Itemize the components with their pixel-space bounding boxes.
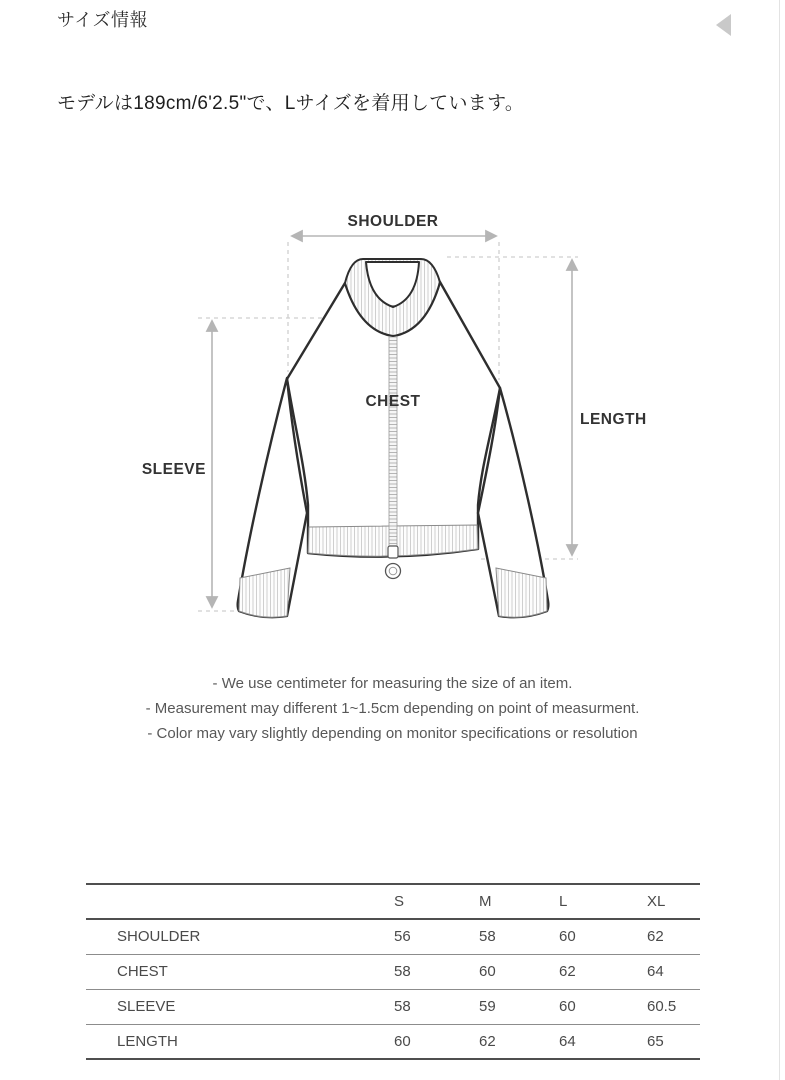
size-value: 58 — [394, 963, 411, 980]
size-table — [86, 883, 700, 1060]
size-column-header: S — [394, 893, 405, 910]
size-table-section — [86, 883, 700, 1060]
length-label: LENGTH — [580, 411, 647, 428]
table-row — [86, 954, 700, 989]
size-value: 60.5 — [647, 998, 677, 1015]
collapse-arrow-icon[interactable] — [716, 14, 731, 36]
size-value: 64 — [647, 963, 664, 980]
size-value: 58 — [479, 928, 496, 946]
measurement-notes — [0, 671, 785, 746]
size-table-corner-cell — [86, 884, 394, 919]
size-value: 58 — [394, 998, 411, 1015]
size-value: 62 — [479, 1032, 496, 1050]
jacket-illustration — [238, 259, 549, 617]
table-row — [86, 1024, 700, 1059]
size-column-header: XL — [647, 893, 666, 910]
size-value: 60 — [479, 963, 496, 980]
zipper-tape — [389, 334, 397, 548]
note-line: - Measurement may different 1~1.5cm depending on point of measurment. — [145, 700, 640, 717]
size-value: 65 — [647, 1032, 664, 1050]
row-label: LENGTH — [117, 1032, 178, 1050]
size-value: 62 — [647, 928, 664, 946]
size-table-header-row — [86, 884, 700, 919]
table-row — [86, 989, 700, 1024]
row-label: CHEST — [117, 963, 168, 980]
size-value: 64 — [559, 1032, 576, 1050]
note-line: - Color may vary slightly depending on monitor specifications or resolution — [147, 725, 638, 742]
sleeve-label: SLEEVE — [141, 461, 206, 478]
size-value: 60 — [394, 1032, 411, 1050]
size-value: 60 — [559, 998, 576, 1015]
table-row — [86, 919, 700, 954]
row-label: SHOULDER — [117, 928, 201, 946]
size-value: 60 — [559, 928, 576, 946]
note-line: - We use centimeter for measuring the size of an item. — [212, 675, 573, 692]
model-size-info: モデルは189cm/6'2.5"で、Lサイズを着用しています。 — [57, 93, 525, 114]
chest-label: CHEST — [365, 393, 421, 410]
size-column-header: L — [559, 893, 568, 910]
shoulder-label: SHOULDER — [347, 213, 439, 230]
size-value: 56 — [394, 928, 411, 946]
size-column-header: M — [479, 893, 492, 910]
section-title: サイズ情報 — [57, 10, 149, 30]
size-value: 59 — [479, 998, 496, 1015]
size-diagram — [0, 190, 785, 680]
size-value: 62 — [559, 963, 576, 980]
row-label: SLEEVE — [117, 998, 176, 1015]
